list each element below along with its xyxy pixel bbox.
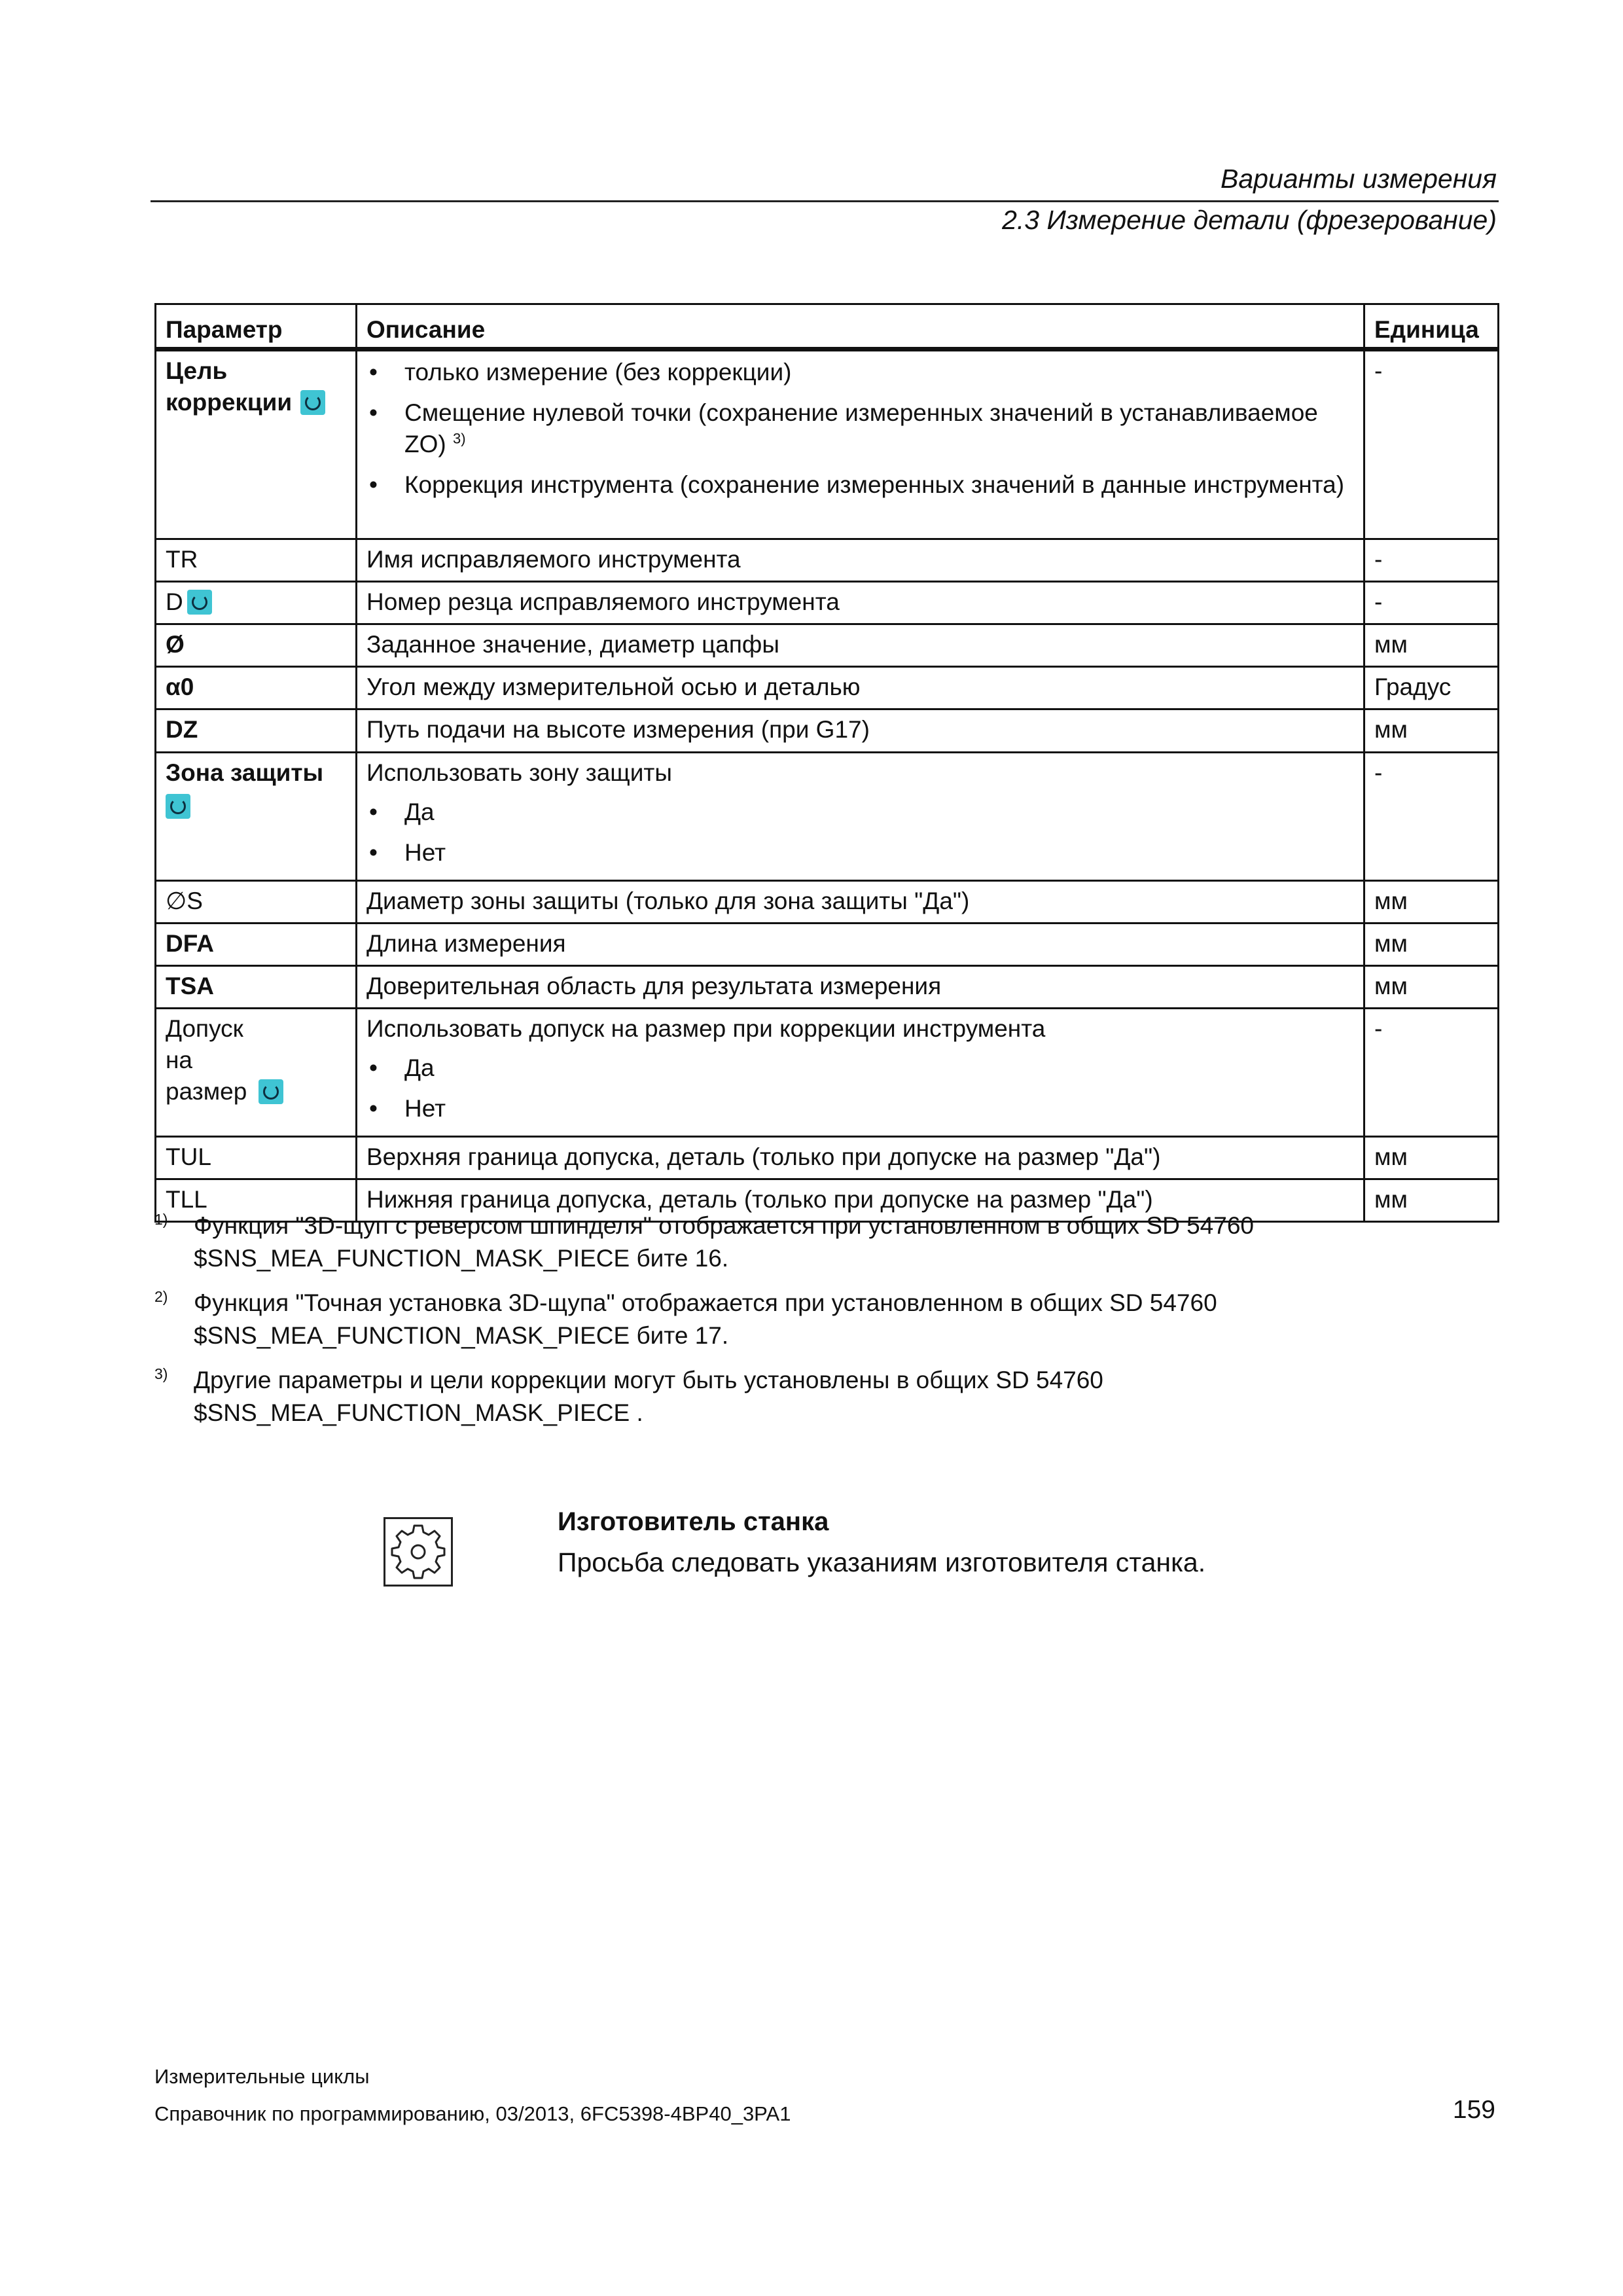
footnote [154,1210,1497,1275]
footnote-line: Функция "3D-щуп с реверсом шпинделя" отображается при установленном в общих SD 54760 [194,1212,1254,1239]
gear-icon [383,1517,453,1587]
table-header-row [156,304,1499,350]
description-cell [357,1008,1364,1136]
unit-cell: мм [1364,965,1499,1008]
unit-cell: - [1364,752,1499,880]
list-item: • Да [366,1052,1354,1084]
table-row [156,624,1499,667]
unit-cell: мм [1364,624,1499,667]
note-title: Изготовитель станка [558,1507,829,1536]
footnote-ref: 3) [452,430,466,447]
param-cell: TR [156,539,357,582]
description-text: Использовать зону защиты [366,759,672,786]
param-cell [156,350,357,539]
description-cell: Доверительная область для результата измерения [357,965,1364,1008]
table-row [156,1008,1499,1136]
unit-cell: мм [1364,1136,1499,1179]
param-cell [156,582,357,624]
parameter-table [154,303,1499,1223]
footnote-number: 2) [154,1287,168,1305]
description-cell: Имя исправляемого инструмента [357,539,1364,582]
param-name: D [166,588,183,616]
table-row [156,709,1499,752]
param-name: Цель коррекции [166,357,293,416]
list-item: • Смещение нулевой точки (сохранение измеренных значений в устанавливаемое ZO) $^{3)}$ [366,397,1354,460]
bullet-list [366,357,1354,501]
note-text: Просьба следовать указаниям изготовителя станка. [558,1547,1206,1577]
description-text: Использовать допуск на размер при коррекции инструмента [366,1014,1046,1042]
unit-cell: мм [1364,1179,1499,1221]
unit-cell: - [1364,539,1499,582]
description-cell: Путь подачи на высоте измерения (при G17) [357,709,1364,752]
column-header-parameter: Параметр [156,304,357,350]
footnote-line: $SNS_MEA_FUNCTION_MASK_PIECE бите 17. [194,1321,729,1349]
param-name: Допуск на размер [166,1014,247,1105]
param-name: Зона защиты [166,759,324,786]
description-cell: Заданное значение, диаметр цапфы [357,624,1364,667]
table-row [156,350,1499,539]
header-subsection-title: 2.3 Измерение детали (фрезерование) [1002,205,1497,235]
footnotes [154,1210,1497,1441]
unit-cell: - [1364,582,1499,624]
param-cell: TSA [156,965,357,1008]
param-cell: Ø [156,624,357,667]
table-row [156,1136,1499,1179]
footnote-line: $SNS_MEA_FUNCTION_MASK_PIECE . [194,1399,643,1426]
list-item: • Нет [366,837,1354,869]
footnote-line: $SNS_MEA_FUNCTION_MASK_PIECE бите 16. [194,1244,729,1272]
table-row [156,667,1499,709]
toggle-icon[interactable] [187,590,212,615]
toggle-icon[interactable] [259,1079,283,1104]
param-cell: TUL [156,1136,357,1179]
table-row [156,965,1499,1008]
param-cell [156,1008,357,1136]
description-cell: Диаметр зоны защиты (только для зона защиты "Да") [357,880,1364,923]
table-row [156,880,1499,923]
unit-cell: Градус [1364,667,1499,709]
description-cell: Номер резца исправляемого инструмента [357,582,1364,624]
description-cell: Нижняя граница допуска, деталь (только при допуске на размер "Да") [357,1179,1364,1221]
bullet-list [366,1052,1354,1124]
footer-book-info: Справочник по программированию, 03/2013, 6FC5398-4BP40_3PA1 [154,2102,791,2125]
footnote [154,1364,1497,1429]
footnote-number: 3) [154,1365,168,1382]
unit-cell: - [1364,1008,1499,1136]
param-cell: DFA [156,923,357,965]
list-item: • только измерение (без коррекции) [366,357,1354,388]
param-cell: ∅S [156,880,357,923]
list-item: • Да [366,797,1354,828]
toggle-icon[interactable] [166,794,190,819]
unit-cell: мм [1364,880,1499,923]
footnote-line: Функция "Точная установка 3D-щупа" отображается при установленном в общих SD 54760 [194,1289,1217,1316]
table-row [156,539,1499,582]
column-header-description: Описание [357,304,1364,350]
param-cell: α0 [156,667,357,709]
unit-cell: мм [1364,923,1499,965]
table-row [156,923,1499,965]
description-cell: Верхняя граница допуска, деталь (только при допуске на размер "Да") [357,1136,1364,1179]
description-cell: Длина измерения [357,923,1364,965]
column-header-unit: Единица [1364,304,1499,350]
description-cell: Угол между измерительной осью и деталью [357,667,1364,709]
param-cell [156,752,357,880]
unit-cell: - [1364,350,1499,539]
table-row [156,582,1499,624]
list-item: • Нет [366,1093,1354,1124]
footnote [154,1287,1497,1352]
param-cell: TLL [156,1179,357,1221]
page-number: 159 [1452,2096,1495,2124]
description-cell [357,350,1364,539]
bullet-list [366,797,1354,869]
description-cell [357,752,1364,880]
footnote-line: Другие параметры и цели коррекции могут быть установлены в общих SD 54760 [194,1366,1103,1393]
header-rule [151,200,1499,202]
list-item: • Коррекция инструмента (сохранение измеренных значений в данные инструмента) [366,469,1354,501]
footnote-number: 1) [154,1211,168,1228]
footer-book-title: Измерительные циклы [154,2065,370,2088]
param-cell: DZ [156,709,357,752]
unit-cell: мм [1364,709,1499,752]
table-row [156,752,1499,880]
toggle-icon[interactable] [300,390,325,415]
header-section-title: Варианты измерения [1220,164,1497,194]
